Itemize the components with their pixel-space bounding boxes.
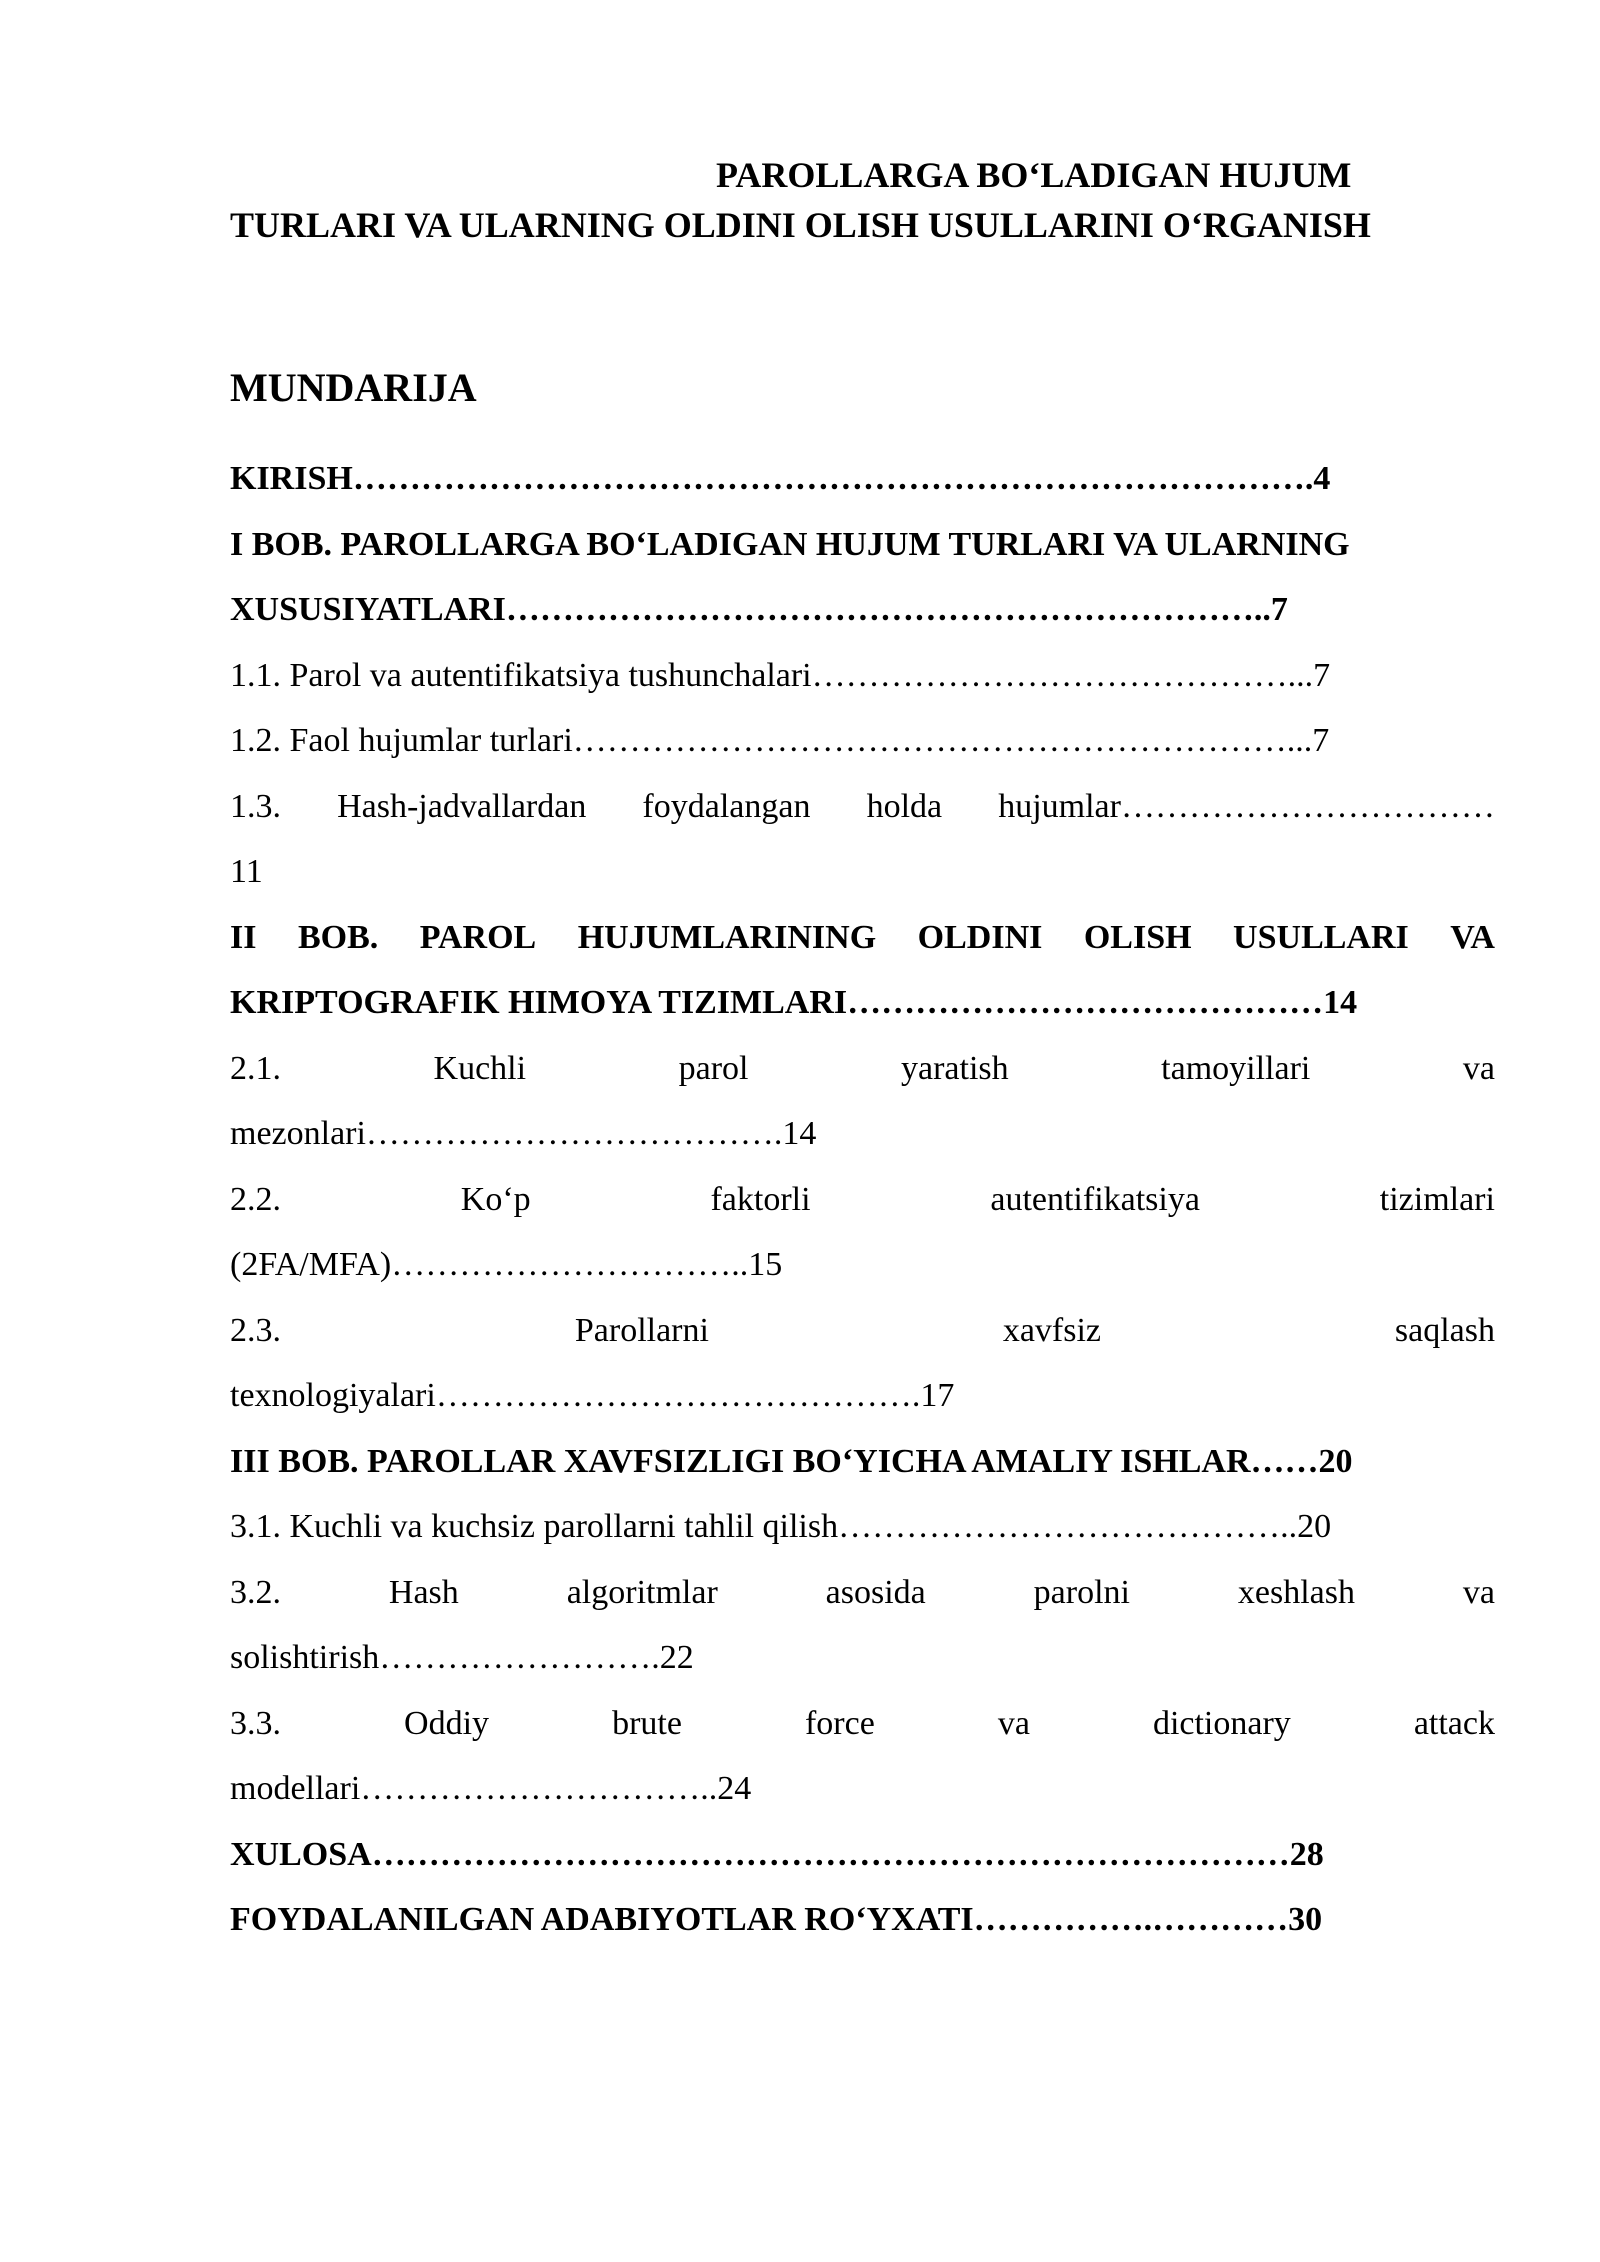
toc-entry-3-3-line2[interactable]: modellari…………………………..24: [230, 1770, 752, 1807]
toc-word: Ko‘p: [460, 1180, 531, 1218]
toc-entry-1-2[interactable]: 1.2. Faol hujumlar turlari………………………………………………………...7: [230, 722, 1330, 759]
toc-word: VA: [1450, 918, 1495, 956]
toc-entry-kirish[interactable]: KIRISH………………………………………………………………………….4: [230, 460, 1331, 497]
table-of-contents: [230, 446, 1495, 1953]
document-title-line-2: TURLARI VA ULARNING OLDINI OLISH USULLARINI O‘RGANISH: [230, 205, 1371, 245]
toc-word: hujumlar……………………………: [998, 787, 1495, 825]
toc-word: Parollarni: [574, 1311, 709, 1349]
toc-word: attack: [1413, 1704, 1495, 1742]
toc-word: force: [804, 1704, 875, 1742]
toc-word: 3.3.: [230, 1704, 281, 1742]
toc-word: saqlash: [1394, 1311, 1495, 1349]
toc-entry-3-2-line1[interactable]: [230, 1560, 1495, 1626]
toc-entry-bob1-line2[interactable]: XUSUSIYATLARI…………………………………………………………..7: [230, 591, 1288, 628]
toc-word: Oddiy: [404, 1704, 490, 1742]
toc-word: va: [1462, 1049, 1495, 1087]
toc-word: USULLARI: [1233, 918, 1409, 956]
toc-word: OLISH: [1083, 918, 1192, 956]
toc-entry-2-3-line1[interactable]: [230, 1298, 1495, 1364]
toc-entry-3-3-line1[interactable]: [230, 1691, 1495, 1757]
toc-word: holda: [866, 787, 943, 825]
toc-entry-2-2-line2[interactable]: (2FA/MFA)…………………………..15: [230, 1246, 783, 1283]
toc-entry-3-1[interactable]: 3.1. Kuchli va kuchsiz parollarni tahlil qilish…………………………………..20: [230, 1508, 1332, 1545]
toc-entry-bob2-line1[interactable]: [230, 905, 1495, 971]
toc-word: xeshlash: [1237, 1573, 1355, 1611]
toc-word: Hash-jadvallardan: [337, 787, 587, 825]
toc-word: autentifikatsiya: [990, 1180, 1200, 1218]
toc-word: BOB.: [297, 918, 379, 956]
toc-word: foydalangan: [642, 787, 811, 825]
toc-word: xavfsiz: [1002, 1311, 1102, 1349]
toc-word: 2.3.: [230, 1311, 281, 1349]
toc-word: 2.2.: [230, 1180, 281, 1218]
toc-heading: MUNDARIJA: [230, 365, 477, 410]
document-title-line-1: PAROLLARGA BO‘LADIGAN HUJUM: [716, 155, 1352, 195]
toc-entry-2-3-line2[interactable]: texnologiyalari…………………………………….17: [230, 1377, 955, 1414]
toc-word: Hash: [388, 1573, 459, 1611]
toc-word: OLDINI: [917, 918, 1043, 956]
toc-entry-3-2-line2[interactable]: solishtirish…………………….22: [230, 1639, 694, 1676]
toc-entry-bob3[interactable]: III BOB. PAROLLAR XAVFSIZLIGI BO‘YICHA AMALIY ISHLAR……20: [230, 1442, 1353, 1480]
toc-word: dictionary: [1152, 1704, 1291, 1742]
toc-word: yaratish: [901, 1049, 1009, 1087]
toc-word: va: [997, 1704, 1030, 1742]
toc-word: tizimlari: [1379, 1180, 1495, 1218]
toc-word: HUJUMLARINING: [577, 918, 877, 956]
toc-entry-2-2-line1[interactable]: [230, 1167, 1495, 1233]
toc-word: brute: [612, 1704, 682, 1742]
toc-entry-2-1-line1[interactable]: [230, 1036, 1495, 1102]
toc-word: va: [1462, 1573, 1495, 1611]
toc-word: faktorli: [710, 1180, 811, 1218]
toc-entry-bob1-line1[interactable]: I BOB. PAROLLARGA BO‘LADIGAN HUJUM TURLARI VA ULARNING: [230, 525, 1350, 563]
toc-word: parol: [678, 1049, 749, 1087]
toc-word: asosida: [825, 1573, 926, 1611]
toc-entry-1-3-line1[interactable]: [230, 774, 1495, 840]
toc-word: PAROL: [419, 918, 537, 956]
toc-word: parolni: [1033, 1573, 1130, 1611]
toc-entry-adabiyotlar[interactable]: FOYDALANILGAN ADABIYOTLAR RO‘YXATI…………….…………30: [230, 1901, 1323, 1938]
toc-word: 3.2.: [230, 1573, 281, 1611]
toc-word: tamoyillari: [1161, 1049, 1311, 1087]
toc-word: 2.1.: [230, 1049, 281, 1087]
toc-entry-1-1[interactable]: 1.1. Parol va autentifikatsiya tushunchalari……………………………………...7: [230, 656, 1331, 694]
toc-word: Kuchli: [433, 1049, 527, 1087]
toc-entry-2-1-line2[interactable]: mezonlari……………………………….14: [230, 1115, 817, 1152]
toc-word: II: [230, 918, 257, 956]
toc-entry-bob2-line2[interactable]: KRIPTOGRAFIK HIMOYA TIZIMLARI……………………………………14: [230, 984, 1358, 1021]
toc-word: 1.3.: [230, 787, 281, 825]
toc-word: algoritmlar: [566, 1573, 718, 1611]
toc-entry-xulosa[interactable]: XULOSA………………………………………………………………………28: [230, 1835, 1324, 1873]
toc-entry-1-3-page[interactable]: 11: [230, 853, 263, 890]
